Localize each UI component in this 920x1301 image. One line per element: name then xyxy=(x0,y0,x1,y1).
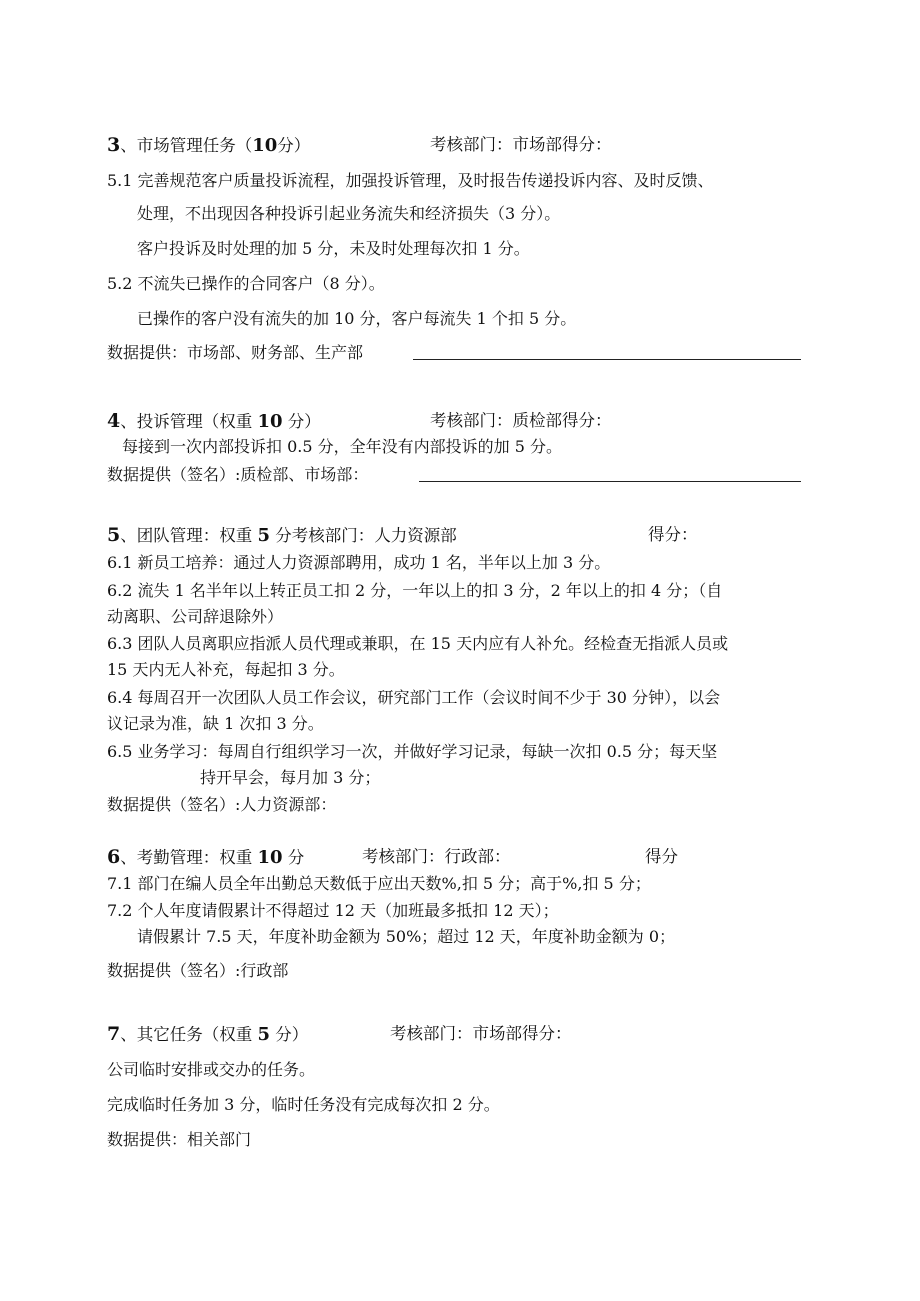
section-4-data-provider: 数据提供（签名）:质检部、市场部： xyxy=(107,465,369,484)
section-5-title-post: 分考核部门：人力资源部 xyxy=(270,526,457,545)
section-4-title-pre: 、投诉管理（权重 xyxy=(120,412,258,431)
section-6-dept: 考核部门：行政部： xyxy=(362,847,511,866)
section-4-weight: 10 xyxy=(257,411,283,432)
section-6-title-post: 分 xyxy=(282,848,305,867)
section-7-line-1: 公司临时安排或交办的任务。 xyxy=(107,1060,316,1079)
section-3-title-pre: 、市场管理任务（ xyxy=(120,136,253,155)
section-3-title-post: 分） xyxy=(277,136,311,155)
section-4-heading xyxy=(107,410,321,433)
section-5-item-4b: 议记录为准，缺 1 次扣 3 分。 xyxy=(107,714,324,733)
section-3-signature-line xyxy=(413,359,801,360)
section-4-dept: 考核部门：质检部得分： xyxy=(430,411,612,430)
section-6-weight: 10 xyxy=(257,847,283,868)
section-6-item-2b: 请假累计 7.5 天，年度补助金额为 50%；超过 12 天，年度补助金额为 0； xyxy=(137,927,676,946)
section-7-number: 7 xyxy=(107,1023,121,1045)
section-5-data-provider: 数据提供（签名）:人力资源部： xyxy=(107,795,337,814)
section-5-item-3a: 6.3 团队人员离职应指派人员代理或兼职，在 15 天内应有人补允。经检查无指派人员或 xyxy=(107,634,729,653)
section-5-number: 5 xyxy=(107,524,121,546)
section-3-heading xyxy=(107,134,310,157)
section-7-weight: 5 xyxy=(257,1024,271,1045)
section-4-rule: 每接到一次内部投诉扣 0.5 分，全年没有内部投诉的加 5 分。 xyxy=(122,437,562,456)
section-7-heading xyxy=(107,1023,308,1046)
section-5-heading xyxy=(107,524,457,547)
section-3-item-1c: 客户投诉及时处理的加 5 分，未及时处理每次扣 1 分。 xyxy=(137,239,530,258)
section-5-score: 得分： xyxy=(648,525,698,544)
section-7-data-provider: 数据提供：相关部门 xyxy=(107,1130,252,1149)
section-5-title-pre: 、团队管理：权重 xyxy=(120,526,258,545)
section-4-signature-line xyxy=(419,481,801,482)
section-3-item-2b: 已操作的客户没有流失的加 10 分，客户每流失 1 个扣 5 分。 xyxy=(137,309,577,328)
section-7-line-2: 完成临时任务加 3 分，临时任务没有完成每次扣 2 分。 xyxy=(107,1095,500,1114)
section-4-number: 4 xyxy=(107,410,121,432)
section-5-item-1: 6.1 新员工培养：通过人力资源部聘用，成功 1 名，半年以上加 3 分。 xyxy=(107,553,611,572)
section-3-dept: 考核部门：市场部得分： xyxy=(430,135,612,154)
section-7-title-pre: 、其它任务（权重 xyxy=(120,1025,258,1044)
section-5-item-5a: 6.5 业务学习：每周自行组织学习一次，并做好学习记录，每缺一次扣 0.5 分；每天坚 xyxy=(107,742,718,761)
section-5-item-2b: 动离职、公司辞退除外） xyxy=(107,607,284,626)
section-6-item-2: 7.2 个人年度请假累计不得超过 12 天（加班最多抵扣 12 天）； xyxy=(107,901,559,920)
section-3-data-provider: 数据提供：市场部、财务部、生产部 xyxy=(107,343,364,362)
section-5-item-2a: 6.2 流失 1 名半年以上转正员工扣 2 分，一年以上的扣 3 分，2 年以上的扣 4 分；（自 xyxy=(107,581,723,600)
section-6-item-1: 7.1 部门在编人员全年出勤总天数低于应出天数%,扣 5 分；高于%,扣 5 分； xyxy=(107,874,651,893)
section-6-heading xyxy=(107,846,304,869)
section-3-number: 3 xyxy=(107,134,121,156)
section-4-title-post: 分） xyxy=(282,412,321,431)
section-6-data-provider: 数据提供（签名）:行政部 xyxy=(107,961,289,980)
section-3-item-1b: 处理，不出现因各种投诉引起业务流失和经济损失（3 分）。 xyxy=(137,204,561,223)
section-6-number: 6 xyxy=(107,846,121,868)
section-6-score: 得分 xyxy=(645,847,678,866)
section-7-title-post: 分） xyxy=(270,1025,309,1044)
section-3-weight: 10 xyxy=(252,135,278,156)
section-5-item-4a: 6.4 每周召开一次团队人员工作会议，研究部门工作（会议时间不少于 30 分钟），以会 xyxy=(107,688,721,707)
section-3-item-2a: 5.2 不流失已操作的合同客户（8 分）。 xyxy=(107,274,385,293)
section-3-item-1a: 5.1 完善规范客户质量投诉流程，加强投诉管理，及时报告传递投诉内容、及时反馈、 xyxy=(107,171,714,190)
section-7-dept: 考核部门：市场部得分： xyxy=(390,1024,572,1043)
section-5-weight: 5 xyxy=(257,525,271,546)
section-5-item-3b: 15 天内无人补充，每起扣 3 分。 xyxy=(107,660,345,679)
section-6-title-pre: 、考勤管理：权重 xyxy=(120,848,258,867)
section-5-item-5b: 持开早会，每月加 3 分； xyxy=(200,768,381,787)
